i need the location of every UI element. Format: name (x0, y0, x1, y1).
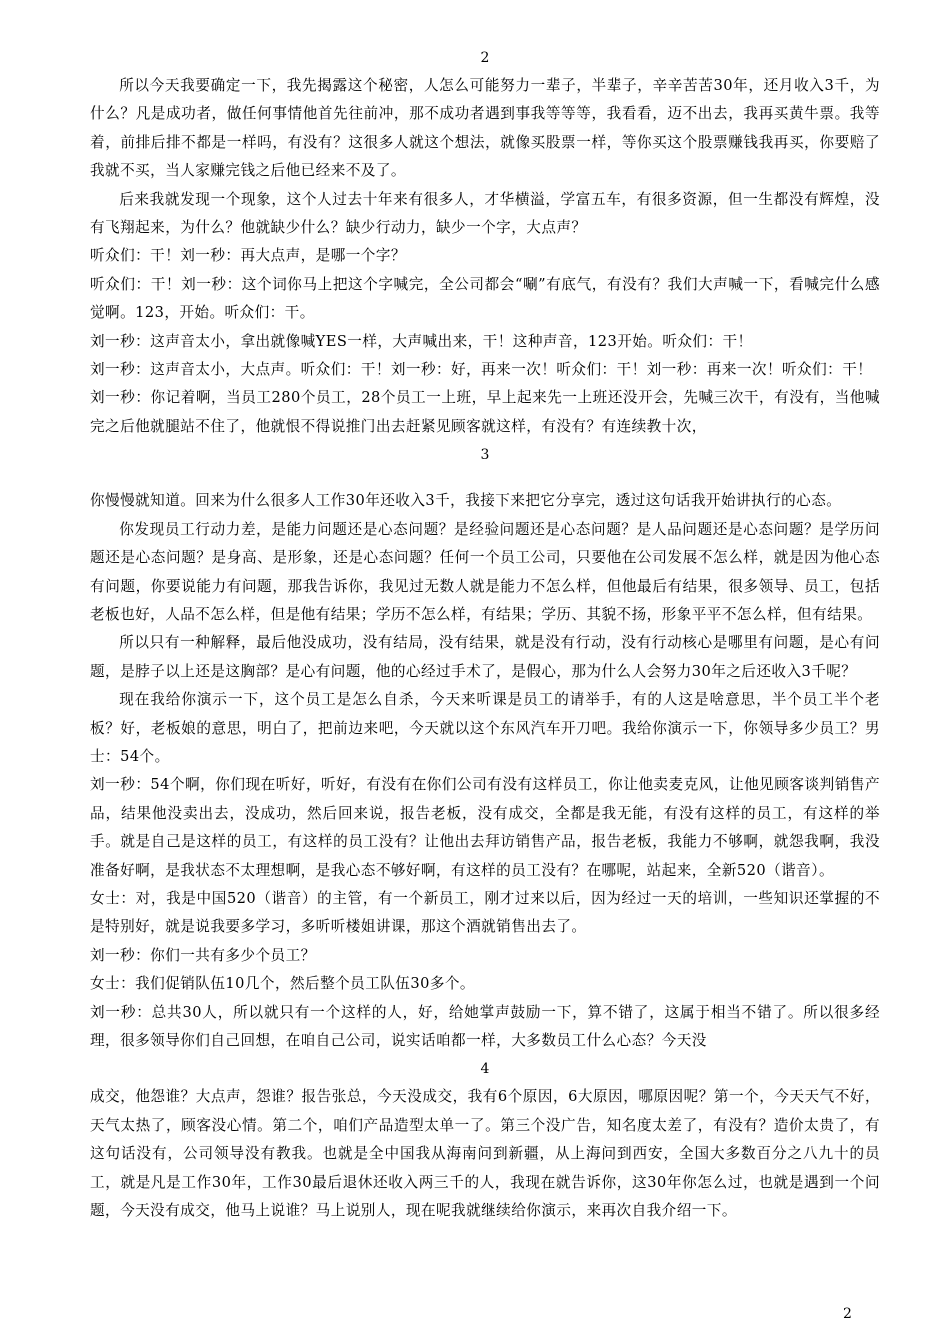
paragraph: 刘一秒：你记着啊，当员工280个员工，28个员工一上班，早上起来先一上班还没开会，先喊三次干，有没有，当他喊完之后他就腿站不住了，他就恨不得说推门出去赶紧见顾客就这样，有没有？有连续教十次， (90, 389, 880, 435)
paragraph: 后来我就发现一个现象，这个人过去十年来有很多人，才华横溢，学富五车，有很多资源，但一生都没有辉煌，没有飞翔起来，为什么？他就缺少什么？缺少行动力，缺少一个字，大点声？ (90, 190, 880, 237)
page-number-3: 3 (480, 447, 490, 464)
page-number-4: 4 (480, 1061, 490, 1078)
paragraph: 刘一秒：54个啊，你们现在听好，听好，有没有在你们公司有没有这样员工，你让他卖麦克风，让他见顾客谈判销售产品，结果他没卖出去，没成功，然后回来说，报告老板，没有成交，全都是我无能，有没有这样的员工，有这样的举手。就是自己是这样的员工，有这样的员工没有？让他出去拜访销售产品，报告老板，我能力不够啊，就怨我啊，我没准备好啊，是我状态不太理想啊，是我心态不够好啊，有这样的员工没有？在哪呢，站起来，全新520（谐音）。 (90, 776, 880, 879)
paragraph: 女士：我们促销队伍10几个，然后整个员工队伍30多个。 (90, 975, 475, 993)
section-page-3 (90, 487, 880, 1055)
paragraph: 刘一秒：这声音太小，大点声。听众们：干！刘一秒：好，再来一次！听众们：干！刘一秒：再来一次！听众们：干！ (90, 361, 873, 379)
page-number-2: 2 (480, 50, 490, 66)
paragraph: 刘一秒：你们一共有多少个员工？ (90, 946, 316, 964)
section-page-2 (90, 72, 880, 441)
paragraph: 所以今天我要确定一下，我先揭露这个秘密，人怎么可能努力一辈子，半辈子，辛辛苦苦30年，还月收入3千，为什么？凡是成功者，做任何事情他首先往前冲，那不成功者遇到事我等等等，我看看，迈不出去，我再买黄牛票。我等着，前排后排不都是一样吗，有没有？这很多人就这个想法，就像买股票一样，等你买这个股票赚钱我再买，你要赔了我就不买，当人家赚完钱之后他已经来不及了。 (90, 77, 880, 180)
footer-page-number: 2 (843, 1306, 852, 1322)
paragraph: 成交，他怨谁？大点声，怨谁？报告张总，今天没成交，我有6个原因，6大原因，哪原因呢？第一个，今天天气不好，天气太热了，顾客没心情。第二个，咱们产品造型太单一了。第三个没广告，知名度太差了，有没有？造价太贵了，有这句话没有，公司领导没有教我。也就是全中国我从海南问到新疆，从上海问到西安，全国大多数百分之八九十的员工，就是凡是工作30年，工作30最后退休还收入两三千的人，我现在就告诉你，这30年你怎么过，也就是遇到一个问题，今天没有成交，他马上说谁？马上说别人，现在呢我就继续给你演示，来再次自我介绍一下。 (90, 1088, 880, 1220)
paragraph: 听众们：干！刘一秒：再大点声，是哪一个字？ (90, 247, 406, 265)
paragraph: 听众们：干！刘一秒：这个词你马上把这个字喊完，全公司都会“唰”有底气，有没有？我们大声喊一下，看喊完什么感觉啊。123，开始。听众们：干。 (90, 275, 880, 322)
section-page-4 (90, 1083, 880, 1225)
document-page (90, 44, 880, 1225)
paragraph: 你慢慢就知道。回来为什么很多人工作30年还收入3千，我接下来把它分享完，透过这句话我开始讲执行的心态。 (90, 492, 842, 510)
paragraph: 女士：对，我是中国520（谐音）的主管，有一个新员工，刚才过来以后，因为经过一天的培训，一些知识还掌握的不是特别好，就是说我要多学习，多听听楼姐讲课，那这个酒就销售出去了。 (90, 889, 880, 936)
paragraph: 你发现员工行动力差，是能力问题还是心态问题？是经验问题还是心态问题？是人品问题还是心态问题？是学历问题还是心态问题？是身高、是形象，还是心态问题？任何一个员工公司，只要他在公司发展不怎么样，就是因为他心态有问题，你要说能力有问题，那我告诉你，我见过无数人就是能力不怎么样，但他最后有结果，很多领导、员工，包括老板也好，人品不怎么样，但是他有结果；学历不怎么样，有结果；学历、其貌不扬，形象平平不怎么样，但有结果。 (90, 520, 880, 623)
paragraph: 刘一秒：这声音太小，拿出就像喊YES一样，大声喊出来，干！这种声音，123开始。听众们：干！ (90, 332, 753, 350)
paragraph: 刘一秒：总共30人，所以就只有一个这样的人，好，给她掌声鼓励一下，算不错了，这属于相当不错了。所以很多经理，很多领导你们自己回想，在咱自己公司，说实话咱都一样，大多数员工什么心态？今天没 (90, 1003, 880, 1049)
paragraph: 所以只有一种解释，最后他没成功，没有结局，没有结果，就是没有行动，没有行动核心是哪里有问题，是心有问题，是脖子以上还是这胸部？是心有问题，他的心经过手术了，是假心，那为什么人会努力30年之后还收入3千呢？ (90, 634, 880, 680)
paragraph: 现在我给你演示一下，这个员工是怎么自杀，今天来听课是员工的请举手，有的人这是啥意思，半个员工半个老板？好，老板娘的意思，明白了，把前边来吧，今天就以这个东风汽车开刀吧。我给你演示一下，你领导多少员工？男士：54个。 (90, 691, 880, 765)
